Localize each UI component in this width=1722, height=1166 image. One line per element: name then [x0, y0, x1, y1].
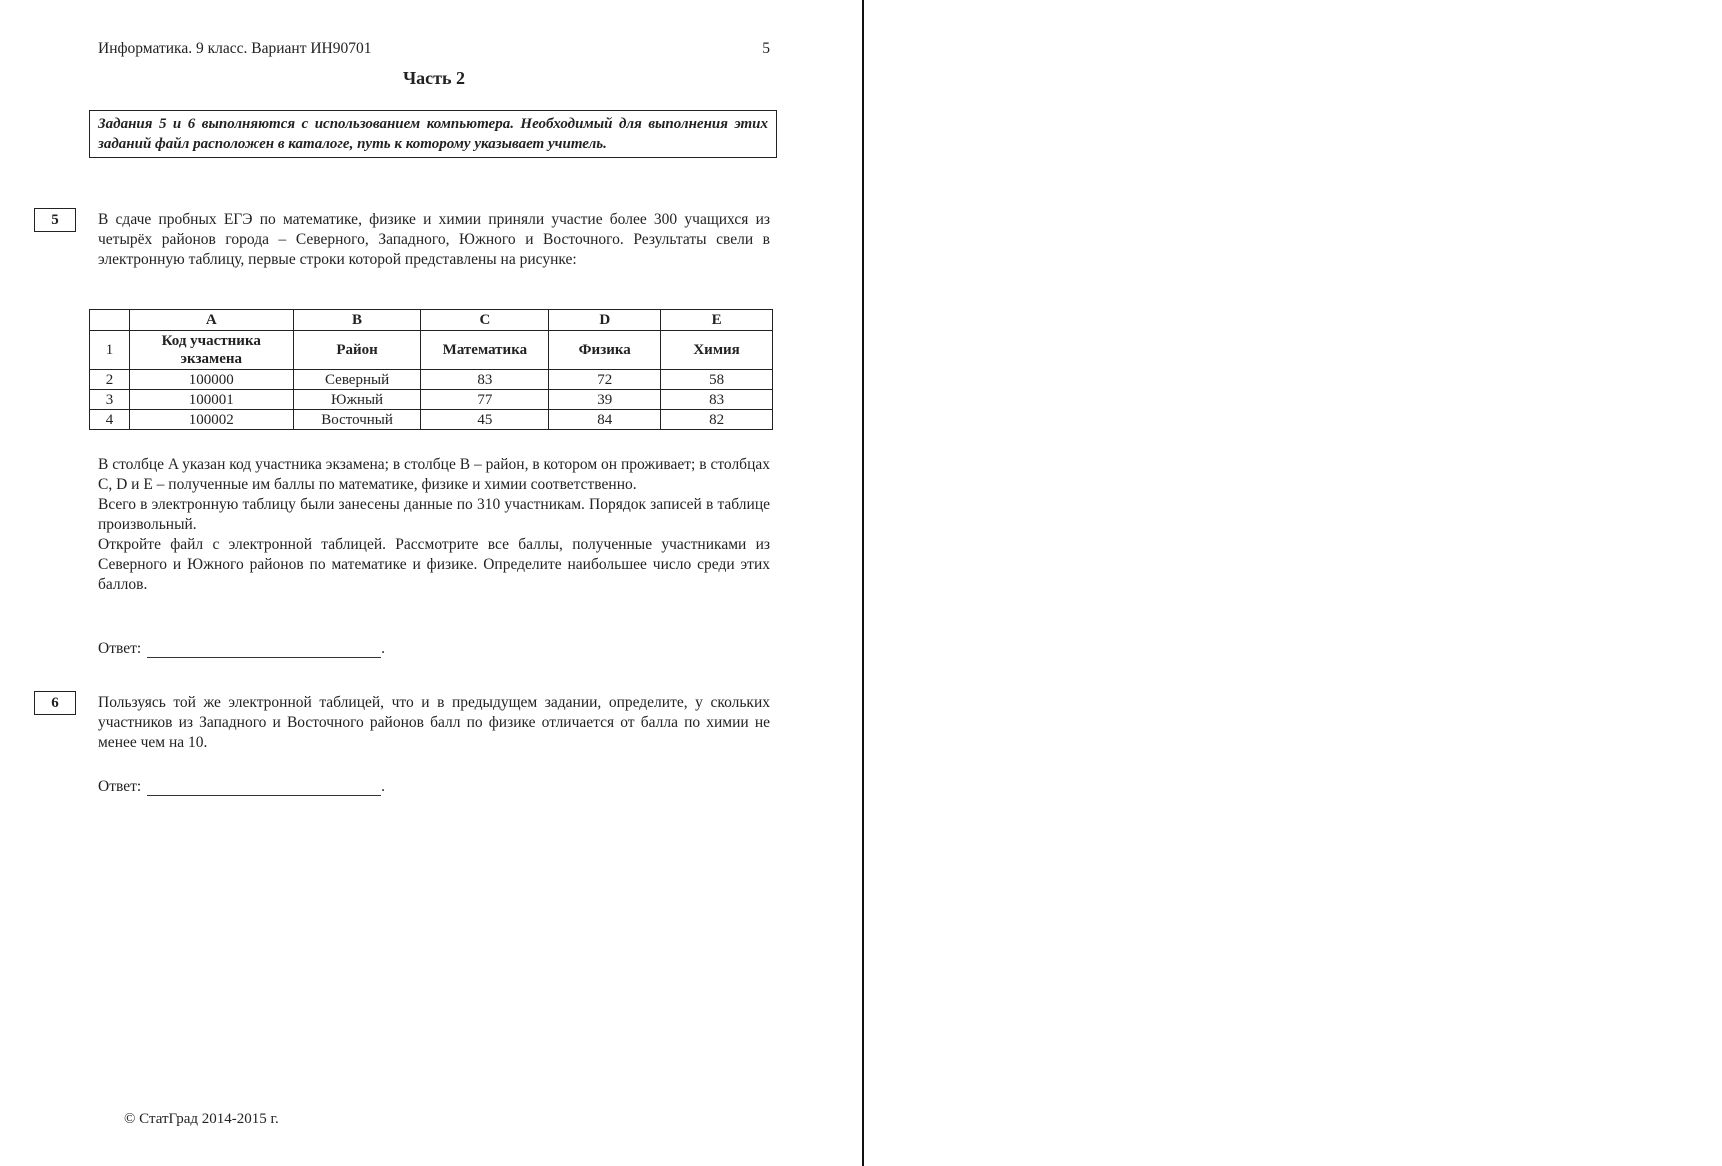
- table-column-letters: [90, 310, 773, 331]
- table-cell: Южный: [293, 390, 421, 410]
- table-cell: 39: [549, 390, 661, 410]
- header-page-number: 5: [762, 40, 770, 57]
- row-number: 1: [90, 331, 130, 370]
- answer-label: Ответ:: [98, 640, 142, 657]
- answer-end: .: [381, 640, 386, 657]
- header-cell: Код участника экзамена: [129, 331, 293, 370]
- table-header-row: [90, 331, 773, 370]
- table-row: [90, 370, 773, 390]
- part-title: Часть 2: [402, 68, 466, 88]
- task-5-para-3: Откройте файл с электронной таблицей. Рассмотрите все баллы, полученные участниками из Северного и Южного районов по математике и физике. Определите наибольшее число среди этих баллов.: [98, 536, 770, 593]
- table-cell: Восточный: [293, 410, 421, 430]
- header-subject: Информатика. 9 класс. Вариант ИН90701: [98, 40, 372, 57]
- corner-cell: [90, 310, 130, 331]
- table-cell: 58: [661, 370, 773, 390]
- row-number: 3: [90, 390, 130, 410]
- table-cell: 100000: [129, 370, 293, 390]
- row-number: 2: [90, 370, 130, 390]
- answer-end: .: [381, 778, 386, 795]
- row-number: 4: [90, 410, 130, 430]
- column-letter: B: [293, 310, 421, 331]
- header-cell: Химия: [661, 331, 773, 370]
- table-cell: 84: [549, 410, 661, 430]
- answer-field[interactable]: [147, 641, 381, 658]
- header-cell: Физика: [549, 331, 661, 370]
- footer-copyright: © СтатГрад 2014-2015 г.: [124, 1111, 279, 1127]
- spreadsheet-table: [89, 309, 773, 430]
- task-6-number: 6: [34, 691, 76, 715]
- column-letter: C: [421, 310, 549, 331]
- table-cell: 100001: [129, 390, 293, 410]
- table-row: [90, 390, 773, 410]
- task-5-intro: В сдаче пробных ЕГЭ по математике, физике и химии приняли участие более 300 учащихся из четырёх районов города – Северного, Западного, Южного и Восточного. Результаты свели в электронную таблицу, первые строки которой представлены на рисунке:: [98, 211, 770, 268]
- column-letter: A: [129, 310, 293, 331]
- table-cell: Северный: [293, 370, 421, 390]
- table-cell: 82: [661, 410, 773, 430]
- task-5-number: 5: [34, 208, 76, 232]
- table-cell: 72: [549, 370, 661, 390]
- table-cell: 77: [421, 390, 549, 410]
- table-cell: 83: [421, 370, 549, 390]
- header-cell: Район: [293, 331, 421, 370]
- instruction-box: Задания 5 и 6 выполняются с использованием компьютера. Необходимый для выполнения этих заданий файл расположен в каталоге, путь к которому указывает учитель.: [89, 110, 777, 158]
- task-5-answer: [98, 640, 385, 658]
- task-5-para-2: Всего в электронную таблицу были занесены данные по 310 участникам. Порядок записей в таблице произвольный.: [98, 496, 770, 533]
- table-cell: 100002: [129, 410, 293, 430]
- page-divider: [862, 0, 864, 1166]
- task-5-description: [98, 455, 770, 595]
- column-letter: E: [661, 310, 773, 331]
- column-letter: D: [549, 310, 661, 331]
- answer-field[interactable]: [147, 779, 381, 796]
- header-cell: Математика: [421, 331, 549, 370]
- task-6-text: Пользуясь той же электронной таблицей, что и в предыдущем задании, определите, у скольких участников из Западного и Восточного районов балл по физике отличается от балла по химии не менее чем на 10.: [98, 694, 770, 751]
- table-cell: 83: [661, 390, 773, 410]
- table-cell: 45: [421, 410, 549, 430]
- task-6-answer: [98, 778, 385, 796]
- task-5-para-1: В столбце A указан код участника экзамена; в столбце B – район, в котором он проживает; в столбцах C, D и E – полученные им баллы по математике, физике и химии соответственно.: [98, 456, 770, 493]
- page-header: [98, 40, 770, 58]
- table-row: [90, 410, 773, 430]
- answer-label: Ответ:: [98, 778, 142, 795]
